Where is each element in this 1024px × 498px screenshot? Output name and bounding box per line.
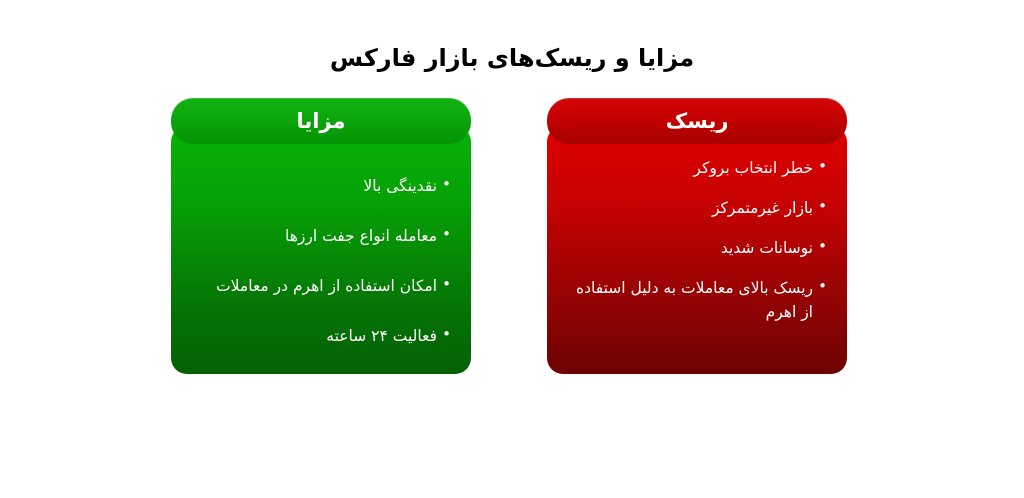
page-title: مزایا و ریسک‌های بازار فارکس <box>329 44 695 72</box>
list-item: • معامله انواع جفت ارزها <box>191 224 451 248</box>
list-item: • نقدینگی بالا <box>191 174 451 198</box>
list-item: • فعالیت ۲۴ ساعته <box>191 324 451 348</box>
list-item: • ریسک بالای معاملات به دلیل استفاده از اهرم <box>567 276 827 324</box>
pros-list <box>191 156 451 348</box>
column-risks <box>547 98 847 374</box>
column-risks-header: ریسک <box>547 98 847 144</box>
list-item: • امکان استفاده از اهرم در معاملات <box>191 274 451 298</box>
list-item: • بازار غیرمتمرکز <box>567 196 827 220</box>
risks-list <box>567 156 827 324</box>
columns-container <box>0 98 1024 408</box>
column-risks-body <box>547 126 847 374</box>
column-pros <box>171 98 471 374</box>
list-item: • نوسانات شدید <box>567 236 827 260</box>
column-pros-header: مزایا <box>171 98 471 144</box>
column-pros-body <box>171 126 471 374</box>
list-item: • خطر انتخاب بروکر <box>567 156 827 180</box>
